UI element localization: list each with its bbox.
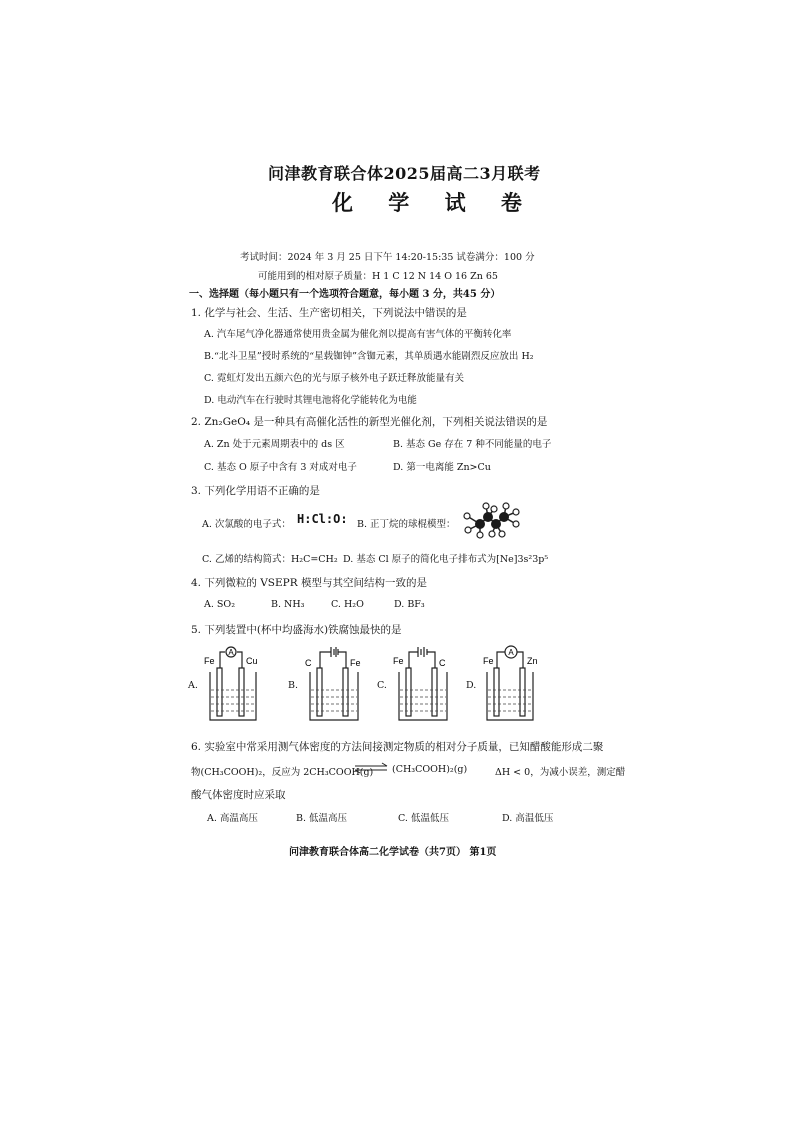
q2-option-c: C. 基态 O 原子中含有 3 对成对电子 [204,462,357,473]
q3-option-d: D. 基态 Cl 原子的简化电子排布式为[Ne]3s²3p⁵ [343,554,549,565]
q6-option-d: D. 高温低压 [502,813,554,824]
q6-option-a: A. 高温高压 [207,813,258,824]
q6-line2-part3: ΔH < 0，为减小误差，测定醋 [495,767,626,778]
q2-stem: 2. Zn₂GeO₄ 是一种具有高催化活性的新型光催化剂，下列相关说法错误的是 [191,416,548,428]
device-c-left-electrode: Fe [393,656,404,666]
device-d-right-electrode: Zn [527,656,538,666]
q4-stem: 4. 下列微粒的 VSEPR 模型与其空间结构一致的是 [191,577,427,589]
q3-stem: 3. 下列化学用语不正确的是 [191,485,320,497]
q5-device-b-option: B. [288,680,299,691]
device-a-left-electrode: Fe [204,656,215,666]
q6-line2-part1: 物(CH₃COOH)₂，反应为 2CH₃COOH(g) [191,767,374,778]
q6-line1: 6. 实验室中常采用测气体密度的方法间接测定物质的相对分子质量，已知醋酸能形成二聚 [191,741,604,753]
device-a-right-electrode: Cu [246,656,258,666]
section-heading: 一、选择题（每小题只有一个选项符合题意，每小题 3 分，共45 分） [189,289,501,300]
q5-stem: 5. 下列装置中(杯中均盛海水)铁腐蚀最快的是 [191,624,402,636]
q5-device-c-diagram [391,644,457,724]
q6-option-b: B. 低温高压 [296,813,348,824]
hclo-electron-formula: H:Cl:O: [297,512,348,526]
q6-line3: 酸气体密度时应采取 [191,789,286,801]
q1-option-a: A. 汽车尾气净化器通常使用贵金属为催化剂以提高有害气体的平衡转化率 [204,329,512,340]
exam-title: 问津教育联合体2025届高二3月联考 [268,164,541,183]
q4-option-a: A. SO₂ [204,599,236,610]
q2-option-b: B. 基态 Ge 存在 7 种不同能量的电子 [393,439,552,450]
q2-option-d: D. 第一电离能 Zn>Cu [393,462,491,473]
q5-device-a-diagram [204,644,266,724]
q5-device-d-diagram [481,644,547,724]
q4-option-c: C. H₂O [331,599,364,610]
q5-device-c-option: C. [377,680,387,691]
q4-option-b: B. NH₃ [271,599,305,610]
equilibrium-arrow-icon [353,762,389,774]
q3-option-a: A. 次氯酸的电子式： [202,519,291,530]
q5-device-a-option: A. [188,680,198,691]
q1-option-d: D. 电动汽车在行驶时其锂电池将化学能转化为电能 [204,395,417,406]
q1-option-b: B.“北斗卫星”授时系统的“星载铷钟”含铷元素，其单质遇水能剧烈反应放出 H₂ [204,351,534,362]
q1-stem: 1. 化学与社会、生活、生产密切相关，下列说法中错误的是 [191,307,467,319]
exam-time-line: 考试时间：2024 年 3 月 25 日下午 14:20-15:35 试卷满分：100 分 [240,252,535,263]
device-b-right-electrode: Fe [350,658,361,668]
subject-title: 化 学 试 卷 [332,190,536,215]
q3-option-b: B. 正丁烷的球棍模型： [357,519,456,530]
q3-option-c: C. 乙烯的结构简式：H₂C=CH₂ [202,554,338,565]
page-footer: 问津教育联合体高二化学试卷（共7页） 第1页 [289,847,497,858]
q1-option-c: C. 霓虹灯发出五颜六色的光与原子核外电子跃迁释放能量有关 [204,373,464,384]
q5-device-b-diagram [302,644,368,724]
device-c-right-electrode: C [439,658,446,668]
ammeter-d-symbol: A [508,648,514,657]
ammeter-a-symbol: A [228,648,234,657]
q5-device-d-option: D. [466,680,477,691]
butane-ball-stick-model [458,500,524,540]
q6-line2-part2: (CH₃COOH)₂(g) [392,764,468,775]
q4-option-d: D. BF₃ [394,599,425,610]
q6-option-c: C. 低温低压 [398,813,449,824]
device-b-left-electrode: C [305,658,312,668]
device-d-left-electrode: Fe [483,656,494,666]
atomic-mass-line: 可能用到的相对原子质量：H 1 C 12 N 14 O 16 Zn 65 [258,271,498,282]
q2-option-a: A. Zn 处于元素周期表中的 ds 区 [204,439,345,450]
